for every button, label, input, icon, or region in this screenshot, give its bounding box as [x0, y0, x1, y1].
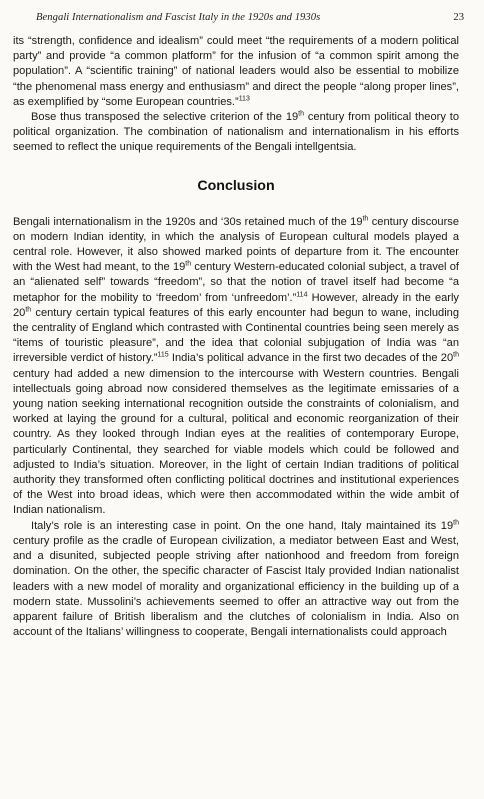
ordinal-suffix: th [453, 519, 459, 526]
ordinal-suffix: th [25, 306, 32, 314]
ordinal-suffix: th [362, 214, 369, 222]
ordinal-suffix: th [453, 351, 459, 359]
page-number: 23 [453, 12, 464, 23]
paragraph-text: century Western-educated colonial subject, a travel of an “alienated self” towards “freedom”, so that the notion of travel itself had become “a metaphor for the mobility to ‘freedom’ from ‘unfreedom’.” [13, 261, 459, 304]
body-text [13, 34, 459, 640]
running-title: Bengali Internationalism and Fascist Italy in the 1920s and 1930s [36, 12, 321, 23]
footnote-ref-114: 114 [296, 290, 308, 298]
paragraph-text: century profile as the cradle of European civilization, a mediator between East and West, and a disunited, subjected people striving after nationhood and freedom from foreign domination. On the other, the specific character of Fascist Italy provided Indian nationalist leaders with a new model of morality and organizational efficiency in the building up of a modern state. Mussolini’s achievements seemed to offer an attractive way out from the apparent failure of British liberalism and the clutches of colonialism in India. Also on account of the Italians’ willingness to cooperate, Bengali internationalists could approach [13, 534, 459, 639]
section-heading: Conclusion [197, 177, 275, 194]
paragraph-text: century had added a new dimension to the intercourse with Western countries. Bengali intellectuals going abroad now considered themselves as the legitimate emissaries of a young nation seeking international recognition outside the constraints of colonialism, and worked at laying the ground for a cultural, political and economic reorganization of their country. As they looked through Indian eyes at the realities of contemporary Europe, particularly Continental, they searched for viable models which could be followed and adjusted to India’s situation. Moreover, in the light of certain Indian traditions of political authority they transformed often conflicting political doctrines and institutional experiences of the West into broad ideas, which were then accommodated within the wide ambit of Indian nationalism. [13, 367, 459, 517]
footnote-ref-113: 113 [238, 95, 250, 103]
ordinal-suffix: th [185, 260, 192, 268]
running-header [36, 10, 464, 28]
paragraph-text: century certain typical features of this early encounter had begun to wane, including the centrality of England which contrasted with Continental countries being seen merely as “items of touristic pleasure”, and the idea that colonial subjugation of India was “an irreversible verdict of history.” [13, 306, 459, 365]
paragraph-bose [13, 110, 459, 156]
paragraph-text: Italy’s role is an interesting case in point. On the one hand, Italy maintained its 19 [31, 519, 454, 532]
paragraph-conclusion-2 [13, 519, 459, 641]
ordinal-suffix: th [298, 110, 304, 118]
paragraph-text: However, already in the early 20 [13, 291, 459, 319]
paragraph-text: century discourse on modern Indian identity, in which the analysis of European cultural models played a central role. However, it also showed marked points of departure from it. The encounter with the West had meant, to the 19 [13, 215, 459, 274]
paragraph-text: its “strength, confidence and idealism” could meet “the requirements of a modern political party” and provide “a common platform” for the infusion of “a common spirit among the population”. A “scientific training” of national leaders would also be essential to mobilize “the phenomenal mass energy and enthusiasm” and direct the people “along proper lines”, as exemplified by “some European countries.” [13, 35, 459, 108]
paragraph-text: Bose thus transposed the selective criterion of the 19 [31, 111, 299, 124]
footnote-ref-115: 115 [157, 351, 169, 359]
paragraph-text: India’s political advance in the first two decades of the 20 [168, 352, 454, 365]
paragraph-continuation [13, 34, 459, 110]
paragraph-text: century from political theory to political organization. The combination of nationalism and internationalism in his efforts seemed to reflect the unique requirements of the Bengali intellgentsia. [13, 111, 459, 154]
paragraph-conclusion-1 [13, 215, 459, 519]
paragraph-text: Bengali internationalism in the 1920s and ‘30s retained much of the 19 [13, 215, 363, 228]
